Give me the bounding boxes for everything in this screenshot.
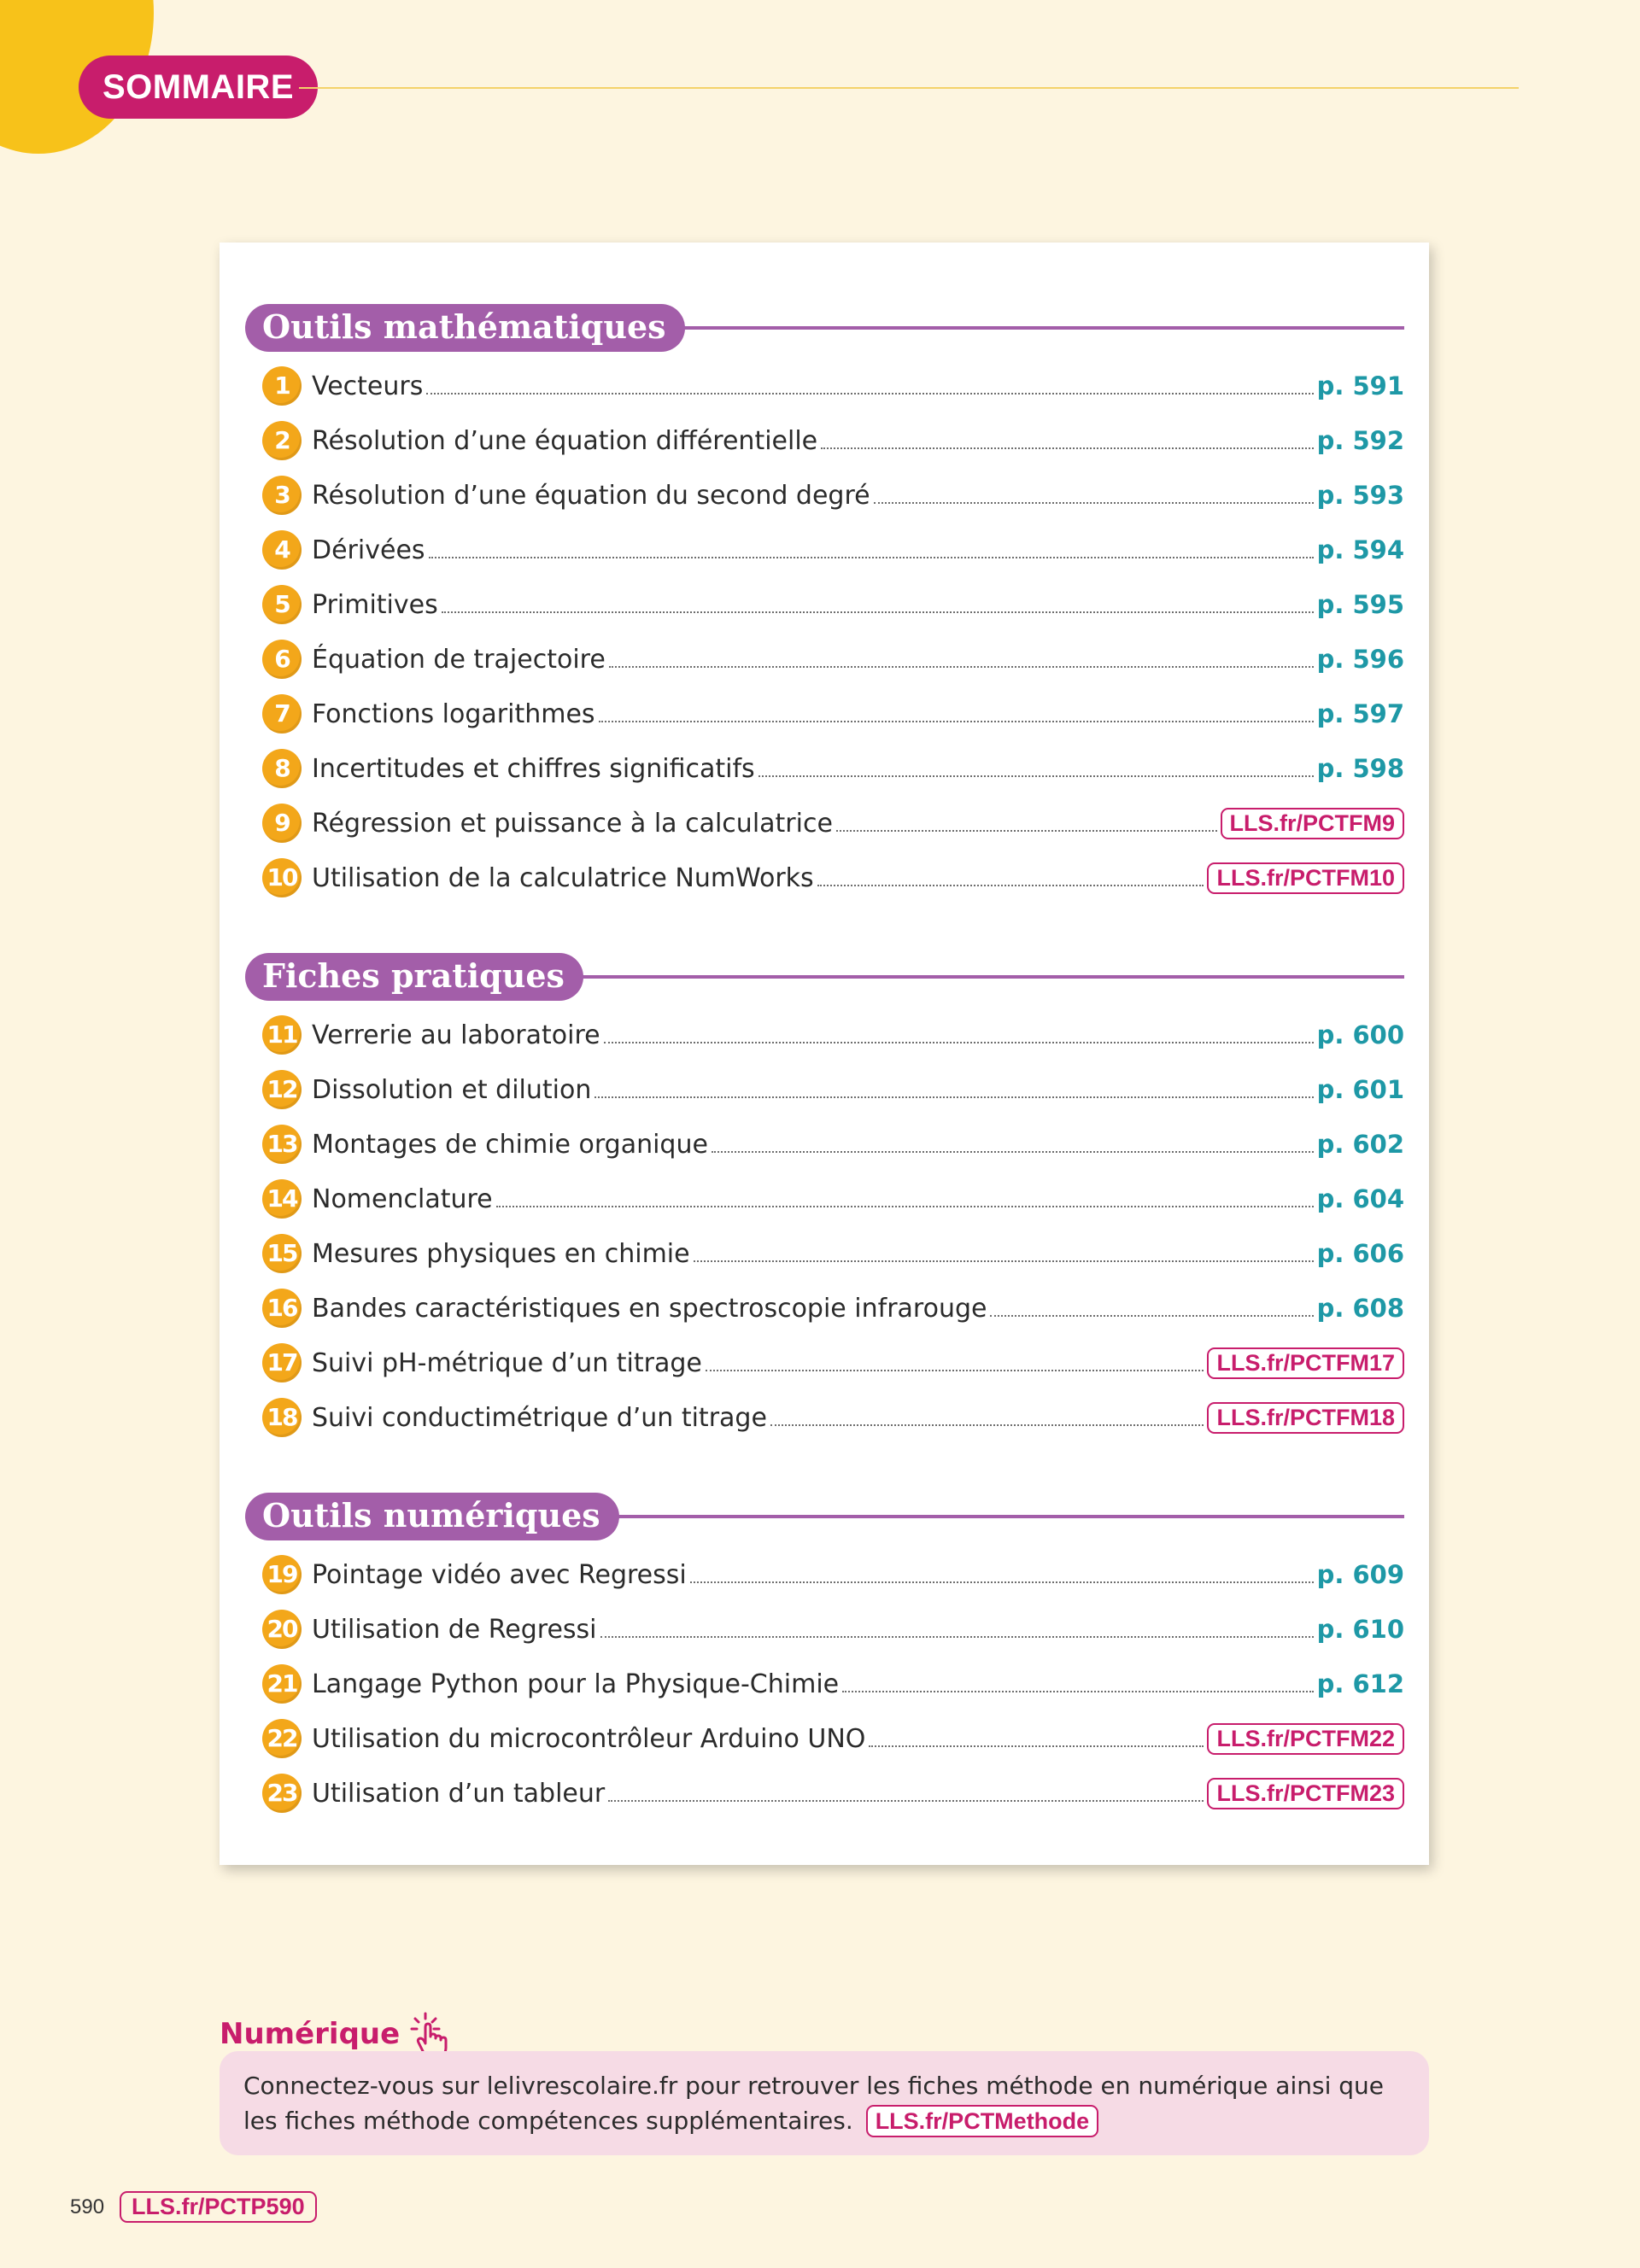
- entry-number-badge: 7: [262, 694, 302, 734]
- toc-entry[interactable]: [245, 796, 1404, 850]
- toc-entry[interactable]: [245, 359, 1404, 413]
- toc-entry[interactable]: [245, 850, 1404, 905]
- entry-page-ref: p. 608: [1316, 1294, 1404, 1323]
- entry-page-ref: p. 610: [1316, 1615, 1404, 1644]
- entry-number-badge: 5: [262, 585, 302, 624]
- section-header: [245, 1493, 1404, 1540]
- section-header: [245, 953, 1404, 1001]
- section-header: [245, 304, 1404, 352]
- entry-number-badge: 6: [262, 640, 302, 679]
- toc-entry[interactable]: [245, 1062, 1404, 1117]
- entry-label: Langage Python pour la Physique-Chimie: [312, 1669, 840, 1699]
- entry-number-badge: 15: [262, 1234, 302, 1273]
- entry-page-ref: p. 595: [1316, 590, 1404, 619]
- toc-entry[interactable]: [245, 632, 1404, 687]
- entry-number-badge: 21: [262, 1664, 302, 1704]
- entry-page-ref: p. 600: [1316, 1020, 1404, 1049]
- entry-label: Pointage vidéo avec Regressi: [312, 1559, 687, 1590]
- toc-entry[interactable]: [245, 1117, 1404, 1172]
- entry-label: Fonctions logarithmes: [312, 699, 595, 729]
- dot-leader: [429, 557, 1314, 558]
- dot-leader: [442, 611, 1314, 613]
- section-outils-mathematiques: [245, 304, 1404, 905]
- entry-number-badge: 19: [262, 1555, 302, 1594]
- entry-online-link[interactable]: LLS.fr/PCTFM23: [1207, 1778, 1404, 1809]
- entry-label: Résolution d’une équation différentielle: [312, 425, 818, 456]
- dot-leader: [594, 1096, 1313, 1098]
- entry-page-ref: p. 598: [1316, 754, 1404, 783]
- entry-online-link[interactable]: LLS.fr/PCTFM10: [1207, 862, 1404, 894]
- entry-page-ref: p. 612: [1316, 1669, 1404, 1698]
- entry-list: [245, 1008, 1404, 1445]
- entry-number-badge: 9: [262, 804, 302, 843]
- dot-leader: [609, 666, 1314, 668]
- entry-list: [245, 1547, 1404, 1821]
- entry-number-badge: 17: [262, 1343, 302, 1382]
- entry-page-ref: p. 609: [1316, 1560, 1404, 1589]
- toc-entry[interactable]: [245, 1008, 1404, 1062]
- section-title: Outils mathématiques: [245, 304, 685, 352]
- entry-page-ref: p. 606: [1316, 1239, 1404, 1268]
- entry-label: Verrerie au laboratoire: [312, 1020, 600, 1050]
- dot-leader: [600, 1636, 1314, 1638]
- dot-leader: [836, 830, 1217, 832]
- toc-entry[interactable]: [245, 1172, 1404, 1226]
- dot-leader: [599, 721, 1314, 722]
- dot-leader: [869, 1745, 1204, 1747]
- section-fiches-pratiques: [245, 953, 1404, 1445]
- entry-number-badge: 10: [262, 858, 302, 897]
- entry-label: Équation de trajectoire: [312, 644, 606, 675]
- section-outils-numeriques: [245, 1493, 1404, 1821]
- toc-entry[interactable]: [245, 468, 1404, 523]
- entry-label: Utilisation d’un tableur: [312, 1778, 606, 1809]
- entry-label: Régression et puissance à la calculatrice: [312, 808, 833, 839]
- entry-label: Primitives: [312, 589, 438, 620]
- toc-entry[interactable]: [245, 1226, 1404, 1281]
- entry-label: Suivi conductimétrique d’un titrage: [312, 1402, 767, 1433]
- entry-list: [245, 359, 1404, 905]
- toc-entry[interactable]: [245, 523, 1404, 577]
- entry-number-badge: 14: [262, 1179, 302, 1219]
- entry-label: Bandes caractéristiques en spectroscopie infrarouge: [312, 1293, 987, 1324]
- entry-page-ref: p. 591: [1316, 371, 1404, 400]
- entry-page-ref: p. 602: [1316, 1130, 1404, 1159]
- entry-number-badge: 8: [262, 749, 302, 788]
- entry-number-badge: 11: [262, 1015, 302, 1055]
- entry-online-link[interactable]: LLS.fr/PCTFM17: [1207, 1347, 1404, 1379]
- entry-page-ref: p. 604: [1316, 1184, 1404, 1213]
- toc-entry[interactable]: [245, 1711, 1404, 1766]
- toc-entry[interactable]: [245, 1281, 1404, 1336]
- toc-card: [220, 243, 1429, 1865]
- toc-entry[interactable]: [245, 1766, 1404, 1821]
- entry-number-badge: 22: [262, 1719, 302, 1758]
- dot-leader: [758, 775, 1314, 777]
- dot-leader: [712, 1151, 1314, 1153]
- dot-leader: [608, 1800, 1204, 1802]
- section-title: Fiches pratiques: [245, 953, 583, 1001]
- entry-page-ref: p. 594: [1316, 535, 1404, 564]
- dot-leader: [770, 1424, 1204, 1426]
- toc-entry[interactable]: [245, 1657, 1404, 1711]
- toc-entry[interactable]: [245, 413, 1404, 468]
- entry-number-badge: 16: [262, 1289, 302, 1328]
- dot-leader: [990, 1315, 1313, 1317]
- entry-label: Dérivées: [312, 535, 425, 565]
- numerique-text: Connectez-vous sur lelivrescolaire.fr pour retrouver les fiches méthode en numérique ainsi que les fiches méthode compétences supplémentaires.: [243, 2072, 1385, 2135]
- toc-entry[interactable]: [245, 577, 1404, 632]
- entry-label: Utilisation du microcontrôleur Arduino UNO: [312, 1723, 866, 1754]
- methode-link[interactable]: LLS.fr/PCTMethode: [866, 2105, 1099, 2137]
- dot-leader: [694, 1260, 1314, 1262]
- entry-number-badge: 12: [262, 1070, 302, 1109]
- dot-leader: [821, 447, 1313, 449]
- entry-online-link[interactable]: LLS.fr/PCTFM9: [1221, 808, 1405, 839]
- toc-entry[interactable]: [245, 741, 1404, 796]
- toc-entry[interactable]: [245, 1336, 1404, 1390]
- entry-label: Montages de chimie organique: [312, 1129, 708, 1160]
- entry-page-ref: p. 596: [1316, 645, 1404, 674]
- entry-number-badge: 23: [262, 1774, 302, 1813]
- entry-number-badge: 20: [262, 1610, 302, 1649]
- entry-label: Dissolution et dilution: [312, 1074, 592, 1105]
- entry-page-ref: p. 593: [1316, 481, 1404, 510]
- dot-leader: [496, 1206, 1314, 1207]
- header-divider: [299, 87, 1519, 89]
- dot-leader: [817, 885, 1204, 886]
- entry-online-link[interactable]: LLS.fr/PCTFM18: [1207, 1402, 1404, 1434]
- entry-number-badge: 1: [262, 366, 302, 406]
- page-title: SOMMAIRE: [79, 56, 318, 119]
- entry-number-badge: 2: [262, 421, 302, 460]
- entry-number-badge: 3: [262, 476, 302, 515]
- entry-number-badge: 13: [262, 1125, 302, 1164]
- entry-label: Utilisation de la calculatrice NumWorks: [312, 862, 814, 893]
- entry-page-ref: p. 597: [1316, 699, 1404, 728]
- entry-online-link[interactable]: LLS.fr/PCTFM22: [1207, 1723, 1404, 1755]
- entry-label: Incertitudes et chiffres significatifs: [312, 753, 755, 784]
- entry-label: Utilisation de Regressi: [312, 1614, 597, 1645]
- entry-label: Nomenclature: [312, 1184, 493, 1214]
- entry-page-ref: p. 601: [1316, 1075, 1404, 1104]
- footer-link[interactable]: LLS.fr/PCTP590: [120, 2191, 317, 2223]
- entry-label: Résolution d’une équation du second degré: [312, 480, 870, 511]
- entry-number-badge: 18: [262, 1398, 302, 1437]
- page-footer: [70, 2191, 317, 2223]
- toc-entry[interactable]: [245, 1602, 1404, 1657]
- numerique-info-box: [220, 2051, 1429, 2155]
- entry-number-badge: 4: [262, 530, 302, 570]
- dot-leader: [604, 1042, 1314, 1043]
- dot-leader: [426, 393, 1313, 395]
- entry-label: Suivi pH-métrique d’un titrage: [312, 1347, 702, 1378]
- entry-label: Vecteurs: [312, 371, 424, 401]
- dot-leader: [706, 1370, 1204, 1371]
- entry-label: Mesures physiques en chimie: [312, 1238, 690, 1269]
- page-number: 590: [70, 2195, 105, 2218]
- numerique-title: Numérique: [220, 2017, 401, 2051]
- toc-entry[interactable]: [245, 687, 1404, 741]
- dot-leader: [690, 1581, 1314, 1583]
- toc-entry[interactable]: [245, 1547, 1404, 1602]
- dot-leader: [874, 502, 1314, 504]
- section-title: Outils numériques: [245, 1493, 619, 1540]
- dot-leader: [842, 1691, 1313, 1692]
- entry-page-ref: p. 592: [1316, 426, 1404, 455]
- toc-entry[interactable]: [245, 1390, 1404, 1445]
